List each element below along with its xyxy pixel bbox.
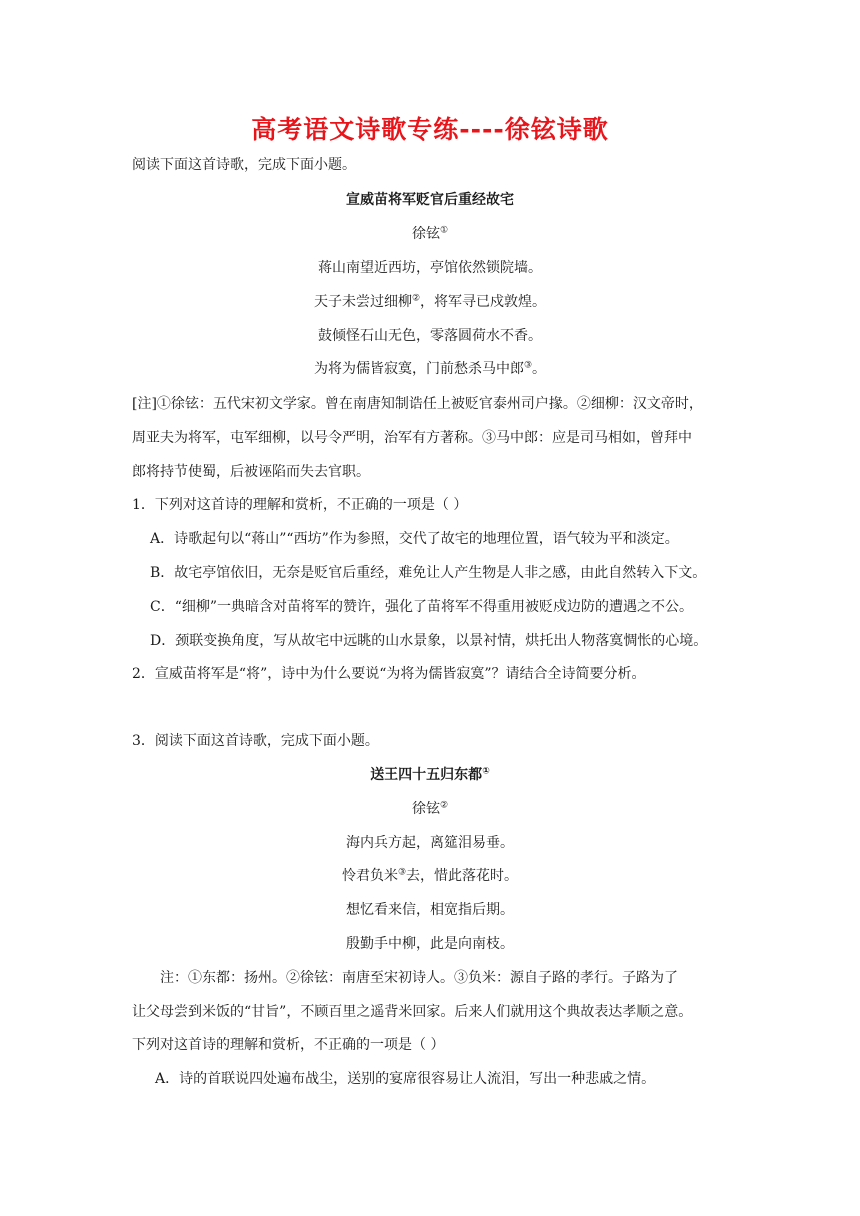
question-3-option-a: A．诗的首联说四处遍布战尘，送别的宴席很容易让人流泪，写出一种悲戚之情。 — [155, 1071, 656, 1087]
footnote-mark: ① — [439, 225, 449, 236]
footnote-mark: ③ — [397, 867, 407, 878]
footnote-mark: ① — [482, 766, 490, 777]
poem-2-line: 海内兵方起，离筵泪易垂。 — [346, 835, 514, 851]
poem-2-author: 徐铉② — [411, 800, 449, 817]
question-1-option-a: A．诗歌起句以“蒋山”“西坊”作为参照，交代了故宅的地理位置，语气较为平和淡定。 — [150, 531, 679, 547]
poem-2-note-line: 注：①东都：扬州。②徐铉：南唐至宋初诗人。③负米：源自子路的孝行。子路为了 — [160, 970, 678, 986]
question-2-stem: 2．宣威苗将军是“将”，诗中为什么要说“为将为儒皆寂寞”？请结合全诗简要分析。 — [132, 666, 646, 682]
question-1-option-b: B．故宅亭馆依旧，无奈是贬官后重经，难免让人产生物是人非之感，由此自然转入下文。 — [150, 565, 707, 581]
question-1-option-c: C．“细柳”一典暗含对苗将军的赞许，强化了苗将军不得重用被贬戍边防的遭遇之不公。 — [150, 599, 694, 615]
poem-2-line: 殷勤手中柳，此是向南枝。 — [346, 936, 514, 952]
question-1-stem: 1．下列对这首诗的理解和赏析，不正确的一项是（ ） — [132, 497, 468, 513]
footnote-mark: ② — [411, 293, 421, 304]
reading-instruction: 阅读下面这首诗歌，完成下面小题。 — [132, 157, 356, 173]
poem-1-line: 为将为儒皆寂寞，门前愁杀马中郎③。 — [313, 360, 547, 377]
poem-1-line: 鼓倾怪石山无色，零落圆荷水不香。 — [318, 328, 542, 344]
poem-1-line: 天子未尝过细柳②，将军寻已戍敦煌。 — [313, 293, 547, 310]
footnote-mark: ② — [439, 800, 449, 811]
poem-1-note-line: 郎将持节使蜀，后被诬陷而失去官职。 — [132, 464, 370, 480]
poem-2-title: 送王四十五归东都① — [370, 766, 490, 783]
document-title: 高考语文诗歌专练----徐铉诗歌 — [251, 115, 609, 144]
poem-2-note-line: 让父母尝到米饭的“甘旨”，不顾百里之遥背米回家。后来人们就用这个典故表达孝顺之意。 — [132, 1004, 693, 1020]
question-3-stem: 下列对这首诗的理解和赏析，不正确的一项是（ ） — [132, 1037, 445, 1053]
poem-2-line: 想忆看来信，相宽指后期。 — [346, 902, 514, 918]
poem-1-note-line: [注]①徐铉：五代宋初文学家。曾在南唐知制诰任上被贬官泰州司户掾。②细柳：汉文帝时， — [132, 396, 703, 412]
question-1-option-d: D．颈联变换角度，写从故宅中远眺的山水景象，以景衬情，烘托出人物落寞惆怅的心境。 — [150, 633, 708, 649]
poem-1-note-line: 周亚夫为将军，屯军细柳，以号令严明，治军有方著称。③马中郎：应是司马相如，曾拜中 — [132, 430, 692, 446]
poem-1-line: 蒋山南望近西坊，亭馆依然锁院墙。 — [318, 260, 542, 276]
footnote-mark: ③ — [523, 360, 533, 371]
question-3-instruction: 3．阅读下面这首诗歌，完成下面小题。 — [132, 733, 379, 749]
poem-2-line: 怜君负米③去，惜此落花时。 — [341, 867, 519, 884]
poem-1-title: 宣威苗将军贬官后重经故宅 — [346, 192, 514, 208]
poem-1-author: 徐铉① — [411, 225, 449, 242]
